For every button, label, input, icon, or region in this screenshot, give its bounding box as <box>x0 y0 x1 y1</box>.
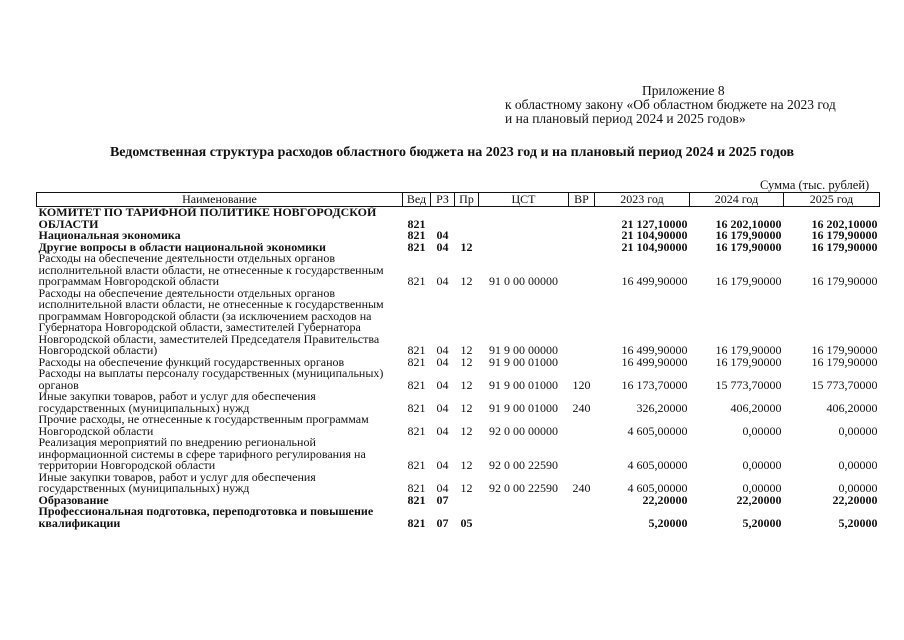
cell-y2024: 16 179,90000 <box>715 343 782 357</box>
cell-y2024: 5,20000 <box>742 515 782 530</box>
cell-ved: 821 <box>407 216 426 231</box>
cell-y2023: 16 499,90000 <box>621 274 688 288</box>
cell-ved: 821 <box>407 377 426 392</box>
cell-name: Иные закупки товаров, работ и услуг для обеспечения государственных (муниципальных) нужд <box>38 389 316 415</box>
cell-y2024: 16 179,90000 <box>715 274 782 288</box>
table-row <box>37 437 880 472</box>
cell-cst: 92 0 00 22590 <box>489 481 558 495</box>
cell-pr: 12 <box>460 354 473 369</box>
cell-vr <box>569 437 595 472</box>
cell-y2025: 16 179,90000 <box>811 343 878 357</box>
cell-rz: 04 <box>436 343 449 357</box>
cell-pr: 12 <box>460 458 473 472</box>
cell-rz: 04 <box>436 228 449 242</box>
cell-y2025: 16 179,90000 <box>811 274 878 288</box>
cell-rz: 04 <box>436 239 449 254</box>
cell-cst: 91 9 00 00000 <box>489 343 558 357</box>
cell-rz: 07 <box>436 515 449 530</box>
cell-y2025: 16 179,90000 <box>811 239 878 254</box>
cell-name: Национальная экономика <box>38 228 181 242</box>
cell-name: Расходы на выплаты персоналу государственных (муниципальных) органов <box>38 366 384 392</box>
cell-pr <box>455 495 479 507</box>
cell-vr: 240 <box>572 400 591 415</box>
cell-pr: 12 <box>460 481 473 495</box>
cell-y2025: 16 179,90000 <box>811 354 878 369</box>
cell-y2025: 15 773,70000 <box>811 377 878 392</box>
table-row <box>37 288 880 357</box>
cell-pr: 12 <box>460 377 473 392</box>
cell-y2024: 0,00000 <box>742 423 782 438</box>
cell-pr: 12 <box>460 239 473 254</box>
cell-vr <box>569 207 595 231</box>
cell-ved: 821 <box>407 354 426 369</box>
cell-rz: 04 <box>436 274 449 288</box>
cell-pr: 05 <box>460 515 473 530</box>
cell-vr <box>569 242 595 254</box>
cell-y2023: 21 104,90000 <box>621 228 688 242</box>
document-title: Ведомственная структура расходов областного бюджета на 2023 год и на плановый период 2024 и 2025 годов <box>109 145 795 160</box>
cell-vr <box>569 230 595 242</box>
header-2024: 2024 год <box>690 193 784 207</box>
cell-name: Профессиональная подготовка, переподготовка и повышение квалификации <box>38 504 374 530</box>
cell-y2023: 22,20000 <box>642 492 688 507</box>
cell-cst <box>479 495 569 507</box>
table-row <box>37 207 880 231</box>
cell-name: Реализация мероприятий по внедрению региональной информационной системы в сфере тарифного регулирования на территории Новгородской области <box>38 435 366 472</box>
cell-rz <box>431 207 455 231</box>
cell-cst <box>479 207 569 231</box>
cell-name: Расходы на обеспечение деятельности отдельных органов исполнительной власти области, не отнесенные к государственным программам Новгородской области (за исключением расходов на Губернатора Новгородской области, заместителей Губернатора Новгородской области, заместителей Председателя Правительства Новгородской области) <box>38 285 384 357</box>
cell-y2023: 4 605,00000 <box>627 458 688 472</box>
table-row <box>37 253 880 288</box>
cell-name: Иные закупки товаров, работ и услуг для обеспечения государственных (муниципальных) нужд <box>38 469 316 495</box>
cell-y2025: 0,00000 <box>838 481 878 495</box>
cell-name: Расходы на обеспечение деятельности отдельных органов исполнительной власти области, не отнесенные к государственным программам Новгородской области <box>38 251 384 288</box>
cell-rz: 04 <box>436 377 449 392</box>
cell-y2023: 5,20000 <box>648 515 688 530</box>
cell-y2023: 16 499,90000 <box>621 343 688 357</box>
cell-pr: 12 <box>460 343 473 357</box>
cell-ved: 821 <box>407 400 426 415</box>
table-row <box>37 368 880 391</box>
cell-cst <box>479 506 569 529</box>
header-2023: 2023 год <box>595 193 690 207</box>
cell-ved: 821 <box>407 343 426 357</box>
cell-y2023: 16 173,70000 <box>621 377 688 392</box>
cell-rz: 04 <box>436 481 449 495</box>
cell-y2023: 326,20000 <box>636 400 688 415</box>
cell-vr <box>569 288 595 357</box>
cell-y2025: 16 202,10000 <box>811 216 878 231</box>
cell-vr <box>569 414 595 437</box>
cell-y2023: 21 127,10000 <box>621 216 688 231</box>
appendix-number: Приложение 8 <box>642 83 725 98</box>
cell-ved: 821 <box>407 274 426 288</box>
header-vr: ВР <box>569 193 595 207</box>
header-pr: Пр <box>455 193 479 207</box>
cell-pr: 12 <box>460 423 473 438</box>
table-row <box>37 506 880 529</box>
cell-y2024: 406,20000 <box>730 400 782 415</box>
header-rz: РЗ <box>431 193 455 207</box>
cell-ved: 821 <box>407 239 426 254</box>
cell-cst: 91 9 00 01000 <box>489 377 558 392</box>
cell-y2023: 4 605,00000 <box>627 481 688 495</box>
cell-cst <box>479 242 569 254</box>
cell-y2024: 15 773,70000 <box>715 377 782 392</box>
cell-y2023: 4 605,00000 <box>627 423 688 438</box>
cell-ved: 821 <box>407 228 426 242</box>
table-row <box>37 472 880 495</box>
cell-vr: 240 <box>572 481 591 495</box>
cell-y2024: 0,00000 <box>742 458 782 472</box>
cell-y2024: 16 179,90000 <box>715 354 782 369</box>
cell-y2025: 0,00000 <box>838 423 878 438</box>
cell-vr <box>569 253 595 288</box>
cell-y2023: 21 104,90000 <box>621 239 688 254</box>
cell-cst: 91 9 00 01000 <box>489 354 558 369</box>
table-row <box>37 414 880 437</box>
cell-y2024: 16 202,10000 <box>715 216 782 231</box>
budget-table <box>36 192 880 529</box>
cell-y2024: 22,20000 <box>736 492 782 507</box>
cell-ved: 821 <box>407 492 426 507</box>
appendix-law-reference: к областному закону «Об областном бюджете на 2023 год <box>505 97 836 112</box>
cell-rz: 04 <box>436 400 449 415</box>
cell-y2025: 406,20000 <box>826 400 878 415</box>
cell-y2025: 16 179,90000 <box>811 228 878 242</box>
cell-rz: 04 <box>436 423 449 438</box>
header-2025: 2025 год <box>784 193 880 207</box>
cell-vr <box>569 506 595 529</box>
header-cst: ЦСТ <box>479 193 569 207</box>
cell-pr: 12 <box>460 274 473 288</box>
cell-y2025: 5,20000 <box>838 515 878 530</box>
appendix-note <box>505 84 895 126</box>
cell-cst: 92 0 00 22590 <box>489 458 558 472</box>
cell-y2024: 16 179,90000 <box>715 239 782 254</box>
cell-pr <box>455 207 479 231</box>
cell-cst: 91 0 00 00000 <box>489 274 558 288</box>
cell-vr: 120 <box>572 377 591 392</box>
appendix-law-reference-cont: и на плановый период 2024 и 2025 годов» <box>505 111 746 126</box>
cell-y2024: 0,00000 <box>742 481 782 495</box>
cell-name: Другие вопросы в области национальной экономики <box>38 239 326 254</box>
cell-rz: 04 <box>436 354 449 369</box>
cell-name: КОМИТЕТ ПО ТАРИФНОЙ ПОЛИТИКЕ НОВГОРОДСКОЙ ОБЛАСТИ <box>38 205 377 231</box>
cell-name: Прочие расходы, не отнесенные к государственным программам Новгородской области <box>38 412 369 438</box>
cell-cst: 92 0 00 00000 <box>489 423 558 438</box>
cell-ved: 821 <box>407 481 426 495</box>
cell-y2024: 16 179,90000 <box>715 228 782 242</box>
cell-pr: 12 <box>460 400 473 415</box>
cell-y2025: 22,20000 <box>832 492 878 507</box>
cell-cst: 91 9 00 01000 <box>489 400 558 415</box>
header-ved: Вед <box>403 193 431 207</box>
cell-ved: 821 <box>407 423 426 438</box>
cell-name: Образование <box>38 492 109 507</box>
cell-cst <box>479 230 569 242</box>
units-label: Сумма (тыс. рублей) <box>760 178 870 192</box>
header-name: Наименование <box>37 193 403 207</box>
cell-vr <box>569 495 595 507</box>
cell-y2023: 16 499,90000 <box>621 354 688 369</box>
cell-vr <box>569 357 595 369</box>
cell-ved: 821 <box>407 515 426 530</box>
cell-ved: 821 <box>407 458 426 472</box>
cell-name: Расходы на обеспечение функций государственных органов <box>38 354 345 369</box>
cell-y2025: 0,00000 <box>838 458 878 472</box>
cell-rz: 07 <box>436 492 449 507</box>
cell-rz: 04 <box>436 458 449 472</box>
table-row <box>37 391 880 414</box>
